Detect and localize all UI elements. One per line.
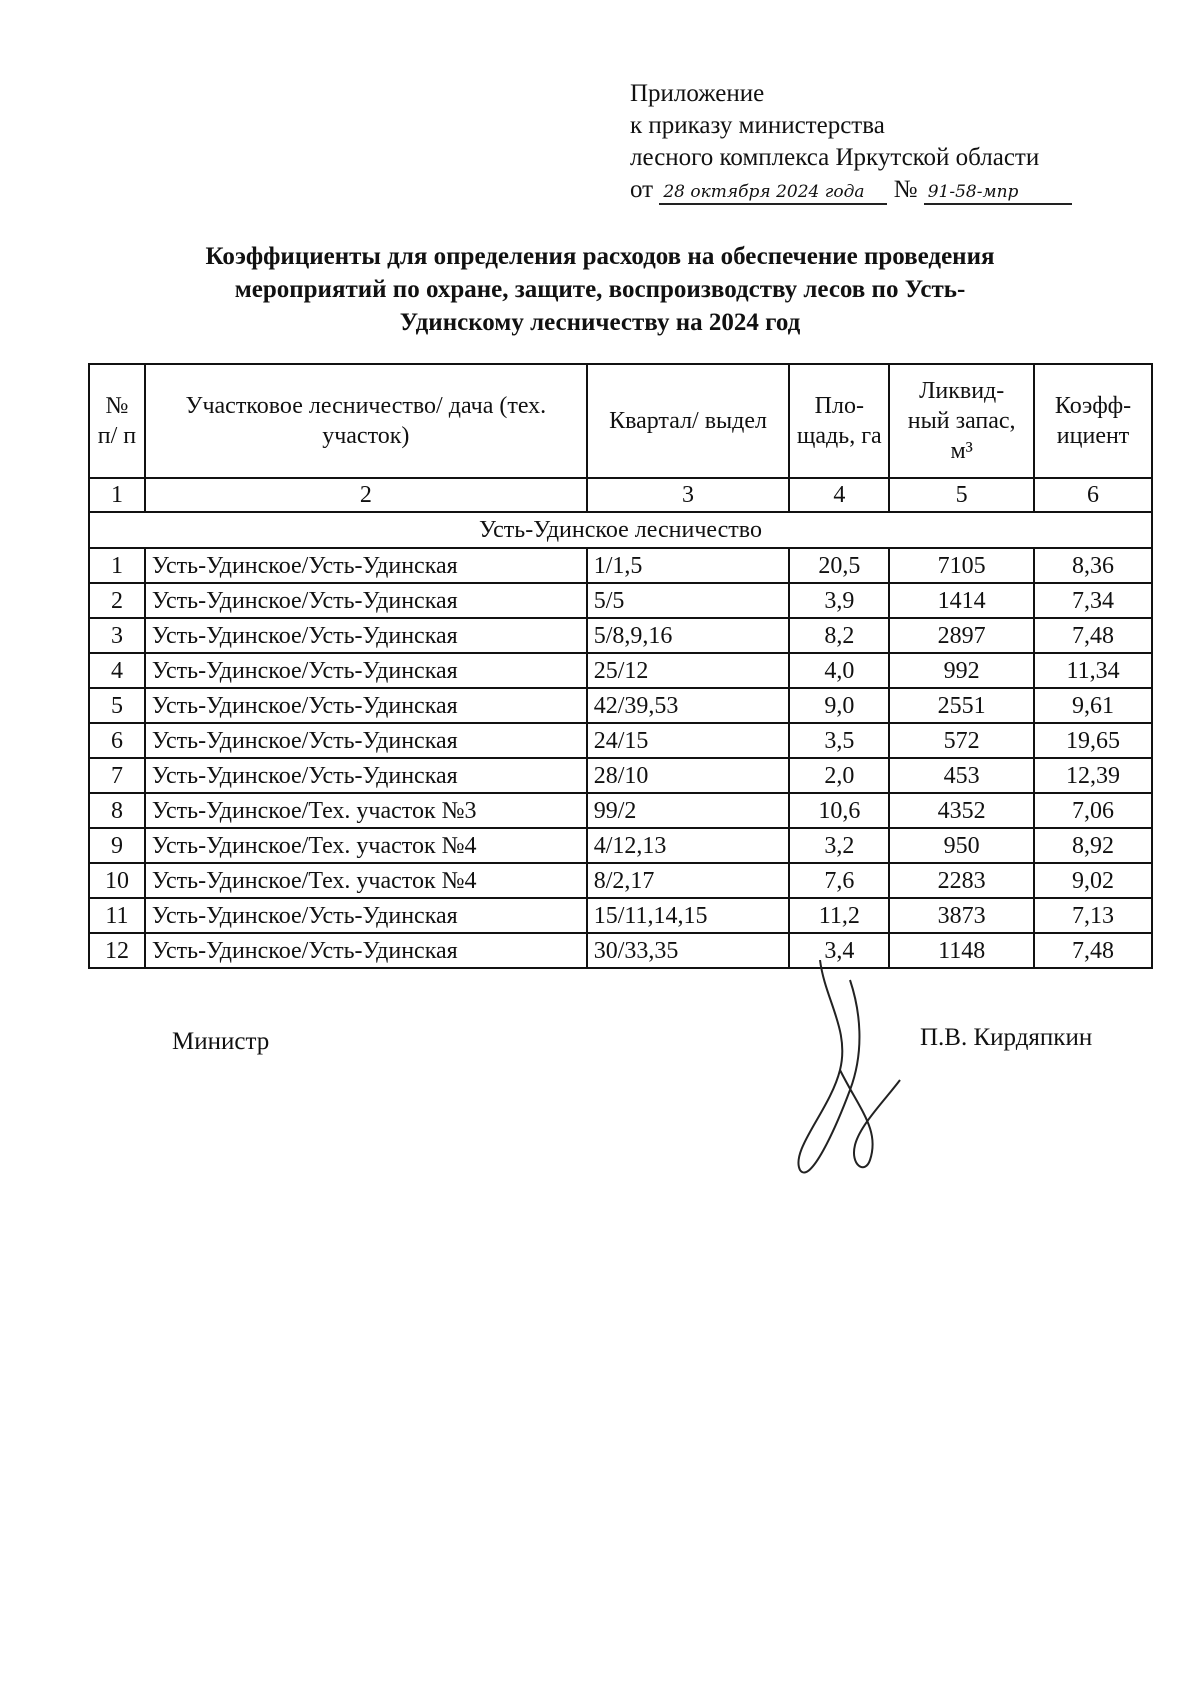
column-number: 6 [1034,478,1152,512]
appendix-block [630,78,1072,206]
row-kvartal: 8/2,17 [587,863,790,898]
table-header-row [89,364,1152,478]
handwritten-order-number: 91-58-мпр [924,181,1072,205]
row-num: 10 [89,863,145,898]
row-stock: 3873 [889,898,1034,933]
signer-name: П.В. Кирдяпкин [920,1024,1093,1051]
appendix-order-ref: к приказу министерства [630,112,885,139]
row-area: 3,4 [789,933,889,968]
table-row [89,548,1152,583]
row-kvartal: 15/11,14,15 [587,898,790,933]
row-stock: 1414 [889,583,1034,618]
row-kvartal: 24/15 [587,723,790,758]
row-kvartal: 1/1,5 [587,548,790,583]
row-num: 2 [89,583,145,618]
table-row [89,758,1152,793]
title-line-3: Удинскому лесничеству на 2024 год [399,309,801,336]
row-coef: 11,34 [1034,653,1152,688]
row-stock: 2283 [889,863,1034,898]
header-num: № п/ п [89,364,145,478]
handwritten-signature [780,960,910,1180]
row-stock: 992 [889,653,1034,688]
header-name: Участковое лесничество/ дача (тех. участок) [145,364,587,478]
header-area: Пло- щадь, га [789,364,889,478]
row-kvartal: 4/12,13 [587,828,790,863]
row-coef: 9,02 [1034,863,1152,898]
column-number: 2 [145,478,587,512]
row-name: Усть-Удинское/Усть-Удинская [145,583,587,618]
row-num: 6 [89,723,145,758]
table-row [89,688,1152,723]
table-row [89,793,1152,828]
row-name: Усть-Удинское/Усть-Удинская [145,758,587,793]
row-num: 4 [89,653,145,688]
row-coef: 8,36 [1034,548,1152,583]
row-stock: 453 [889,758,1034,793]
title-line-2: мероприятий по охране, защите, воспроизводству лесов по Усть- [234,276,966,303]
row-name: Усть-Удинское/Тех. участок №4 [145,863,587,898]
row-coef: 7,48 [1034,618,1152,653]
row-area: 10,6 [789,793,889,828]
row-num: 5 [89,688,145,723]
row-coef: 7,06 [1034,793,1152,828]
row-area: 3,2 [789,828,889,863]
row-area: 8,2 [789,618,889,653]
date-prefix: от [630,176,654,203]
row-kvartal: 5/5 [587,583,790,618]
row-stock: 2897 [889,618,1034,653]
row-name: Усть-Удинское/Усть-Удинская [145,723,587,758]
header-coef: Коэфф- ициент [1034,364,1152,478]
appendix-date-line [630,174,1072,206]
table-row [89,583,1152,618]
column-numbers-row [89,478,1152,512]
number-prefix: № [893,176,918,203]
column-number: 3 [587,478,790,512]
row-coef: 7,34 [1034,583,1152,618]
table-row [89,653,1152,688]
row-name: Усть-Удинское/Тех. участок №3 [145,793,587,828]
row-kvartal: 42/39,53 [587,688,790,723]
table-row [89,618,1152,653]
header-stock: Ликвид- ный запас, м³ [889,364,1034,478]
row-name: Усть-Удинское/Тех. участок №4 [145,828,587,863]
row-name: Усть-Удинское/Усть-Удинская [145,548,587,583]
section-row [89,512,1152,548]
section-title: Усть-Удинское лесничество [89,512,1152,548]
row-kvartal: 28/10 [587,758,790,793]
row-area: 2,0 [789,758,889,793]
row-num: 1 [89,548,145,583]
row-kvartal: 25/12 [587,653,790,688]
column-number: 4 [789,478,889,512]
row-area: 7,6 [789,863,889,898]
row-stock: 572 [889,723,1034,758]
coefficients-table [88,363,1153,969]
row-coef: 7,13 [1034,898,1152,933]
appendix-title: Приложение [630,80,765,107]
row-stock: 950 [889,828,1034,863]
row-area: 20,5 [789,548,889,583]
row-num: 7 [89,758,145,793]
row-kvartal: 99/2 [587,793,790,828]
row-name: Усть-Удинское/Усть-Удинская [145,688,587,723]
signature-block [0,1020,1200,1180]
table-row [89,933,1152,968]
header-kvartal: Квартал/ выдел [587,364,790,478]
row-name: Усть-Удинское/Усть-Удинская [145,653,587,688]
row-kvartal: 5/8,9,16 [587,618,790,653]
table-row [89,828,1152,863]
row-area: 4,0 [789,653,889,688]
row-area: 3,9 [789,583,889,618]
document-title [120,240,1080,339]
signer-position: Министр [172,1028,270,1055]
row-coef: 9,61 [1034,688,1152,723]
title-line-1: Коэффициенты для определения расходов на обеспечение проведения [205,243,995,270]
row-num: 9 [89,828,145,863]
row-coef: 19,65 [1034,723,1152,758]
row-area: 3,5 [789,723,889,758]
row-num: 11 [89,898,145,933]
row-stock: 7105 [889,548,1034,583]
row-coef: 12,39 [1034,758,1152,793]
table-row [89,863,1152,898]
row-stock: 1148 [889,933,1034,968]
row-num: 8 [89,793,145,828]
row-num: 3 [89,618,145,653]
row-kvartal: 30/33,35 [587,933,790,968]
row-name: Усть-Удинское/Усть-Удинская [145,898,587,933]
row-stock: 2551 [889,688,1034,723]
column-number: 5 [889,478,1034,512]
table-row [89,723,1152,758]
row-coef: 7,48 [1034,933,1152,968]
row-coef: 8,92 [1034,828,1152,863]
handwritten-date: 28 октября 2024 года [659,181,887,205]
row-stock: 4352 [889,793,1034,828]
table-row [89,898,1152,933]
row-area: 9,0 [789,688,889,723]
row-name: Усть-Удинское/Усть-Удинская [145,933,587,968]
row-num: 12 [89,933,145,968]
column-number: 1 [89,478,145,512]
row-area: 11,2 [789,898,889,933]
row-name: Усть-Удинское/Усть-Удинская [145,618,587,653]
appendix-ministry: лесного комплекса Иркутской области [630,144,1040,171]
